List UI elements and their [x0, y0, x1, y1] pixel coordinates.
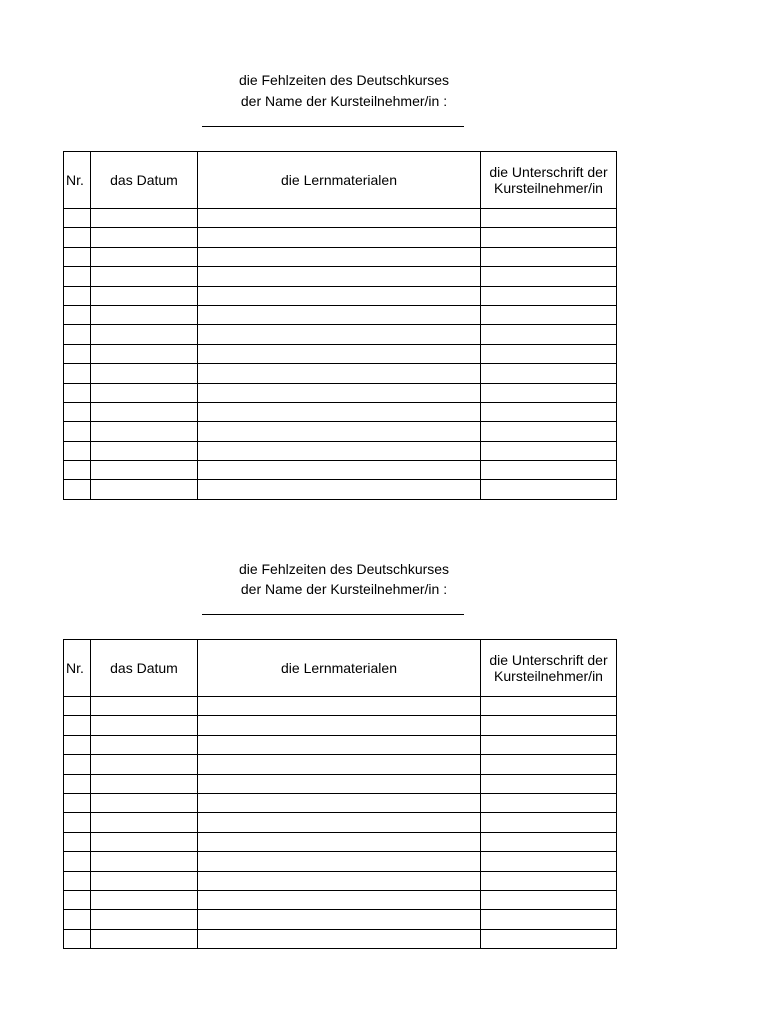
cell-date [91, 813, 198, 832]
cell-signature [481, 228, 617, 247]
cell-nr [64, 852, 91, 871]
column-header-nr: Nr. [64, 152, 91, 209]
cell-date [91, 344, 198, 363]
cell-nr [64, 247, 91, 266]
cell-signature [481, 325, 617, 344]
cell-materials [198, 383, 481, 402]
column-header-signature: die Unterschrift der Kursteilnehmer/in [481, 152, 617, 209]
cell-signature [481, 890, 617, 909]
cell-materials [198, 910, 481, 929]
cell-nr [64, 286, 91, 305]
table-row [64, 832, 617, 851]
cell-signature [481, 910, 617, 929]
cell-signature [481, 929, 617, 948]
cell-date [91, 871, 198, 890]
cell-materials [198, 697, 481, 716]
column-header-materials: die Lernmaterialen [198, 152, 481, 209]
cell-signature [481, 441, 617, 460]
table-row [64, 697, 617, 716]
cell-materials [198, 422, 481, 441]
cell-materials [198, 793, 481, 812]
table-row [64, 793, 617, 812]
cell-date [91, 461, 198, 480]
name-signature-line [202, 614, 464, 615]
table-header-row [64, 640, 617, 697]
sheet-title: die Fehlzeiten des Deutschkurses [238, 561, 450, 577]
table-row [64, 755, 617, 774]
sheet-title: die Fehlzeiten des Deutschkurses [238, 72, 450, 88]
table-row [64, 461, 617, 480]
table-row [64, 716, 617, 735]
cell-date [91, 774, 198, 793]
cell-date [91, 735, 198, 754]
cell-signature [481, 871, 617, 890]
cell-nr [64, 910, 91, 929]
cell-nr [64, 422, 91, 441]
table-row [64, 774, 617, 793]
cell-signature [481, 305, 617, 324]
table-row [64, 852, 617, 871]
cell-date [91, 890, 198, 909]
cell-date [91, 286, 198, 305]
cell-signature [481, 461, 617, 480]
cell-date [91, 228, 198, 247]
cell-materials [198, 267, 481, 286]
table-body [64, 697, 617, 949]
column-header-date: das Datum [91, 152, 198, 209]
cell-materials [198, 852, 481, 871]
cell-materials [198, 209, 481, 228]
table-row [64, 344, 617, 363]
cell-date [91, 697, 198, 716]
table-row [64, 228, 617, 247]
cell-signature [481, 716, 617, 735]
cell-nr [64, 755, 91, 774]
cell-signature [481, 697, 617, 716]
absence-table [63, 151, 617, 500]
table-row [64, 325, 617, 344]
cell-nr [64, 228, 91, 247]
cell-nr [64, 209, 91, 228]
cell-date [91, 422, 198, 441]
table-row [64, 871, 617, 890]
column-header-signature: die Unterschrift der Kursteilnehmer/in [481, 640, 617, 697]
table-body [64, 209, 617, 500]
cell-materials [198, 286, 481, 305]
cell-materials [198, 480, 481, 499]
cell-materials [198, 344, 481, 363]
cell-nr [64, 383, 91, 402]
cell-date [91, 793, 198, 812]
table-row [64, 286, 617, 305]
cell-date [91, 480, 198, 499]
cell-materials [198, 755, 481, 774]
cell-materials [198, 871, 481, 890]
cell-date [91, 247, 198, 266]
name-label: der Name der Kursteilnehmer/in : [240, 581, 448, 597]
column-header-date: das Datum [91, 640, 198, 697]
cell-nr [64, 929, 91, 948]
cell-materials [198, 247, 481, 266]
table-row [64, 422, 617, 441]
cell-signature [481, 832, 617, 851]
cell-signature [481, 267, 617, 286]
table-row [64, 735, 617, 754]
column-header-materials: die Lernmaterialen [198, 640, 481, 697]
cell-nr [64, 832, 91, 851]
cell-signature [481, 480, 617, 499]
cell-materials [198, 832, 481, 851]
cell-date [91, 910, 198, 929]
cell-date [91, 929, 198, 948]
cell-date [91, 832, 198, 851]
cell-nr [64, 364, 91, 383]
cell-nr [64, 793, 91, 812]
table-row [64, 364, 617, 383]
table-row [64, 813, 617, 832]
cell-materials [198, 305, 481, 324]
cell-signature [481, 774, 617, 793]
cell-materials [198, 228, 481, 247]
table-row [64, 209, 617, 228]
cell-date [91, 383, 198, 402]
cell-nr [64, 461, 91, 480]
table-row [64, 441, 617, 460]
cell-date [91, 209, 198, 228]
name-label: der Name der Kursteilnehmer/in : [240, 93, 448, 109]
table-row [64, 383, 617, 402]
cell-nr [64, 871, 91, 890]
table-header-row [64, 152, 617, 209]
cell-materials [198, 890, 481, 909]
cell-date [91, 364, 198, 383]
cell-signature [481, 735, 617, 754]
cell-materials [198, 402, 481, 421]
column-header-nr: Nr. [64, 640, 91, 697]
cell-date [91, 305, 198, 324]
cell-materials [198, 461, 481, 480]
cell-signature [481, 793, 617, 812]
absence-table [63, 639, 617, 949]
cell-date [91, 755, 198, 774]
cell-signature [481, 755, 617, 774]
cell-date [91, 852, 198, 871]
cell-signature [481, 344, 617, 363]
cell-materials [198, 735, 481, 754]
cell-nr [64, 697, 91, 716]
cell-nr [64, 325, 91, 344]
cell-signature [481, 286, 617, 305]
cell-materials [198, 774, 481, 793]
table-row [64, 910, 617, 929]
cell-date [91, 441, 198, 460]
table-row [64, 305, 617, 324]
table-row [64, 247, 617, 266]
table-row [64, 267, 617, 286]
cell-nr [64, 890, 91, 909]
cell-nr [64, 344, 91, 363]
cell-date [91, 267, 198, 286]
cell-materials [198, 364, 481, 383]
table-row [64, 890, 617, 909]
table-row [64, 480, 617, 499]
cell-nr [64, 735, 91, 754]
cell-signature [481, 422, 617, 441]
cell-signature [481, 383, 617, 402]
cell-nr [64, 267, 91, 286]
cell-signature [481, 852, 617, 871]
cell-signature [481, 247, 617, 266]
table-row [64, 929, 617, 948]
cell-nr [64, 774, 91, 793]
cell-nr [64, 305, 91, 324]
cell-date [91, 402, 198, 421]
cell-materials [198, 813, 481, 832]
cell-signature [481, 813, 617, 832]
cell-nr [64, 441, 91, 460]
cell-date [91, 716, 198, 735]
cell-nr [64, 480, 91, 499]
name-signature-line [202, 126, 464, 127]
cell-signature [481, 364, 617, 383]
cell-nr [64, 716, 91, 735]
cell-nr [64, 813, 91, 832]
cell-materials [198, 441, 481, 460]
cell-date [91, 325, 198, 344]
cell-materials [198, 325, 481, 344]
cell-nr [64, 402, 91, 421]
cell-materials [198, 929, 481, 948]
cell-signature [481, 402, 617, 421]
cell-signature [481, 209, 617, 228]
table-row [64, 402, 617, 421]
cell-materials [198, 716, 481, 735]
